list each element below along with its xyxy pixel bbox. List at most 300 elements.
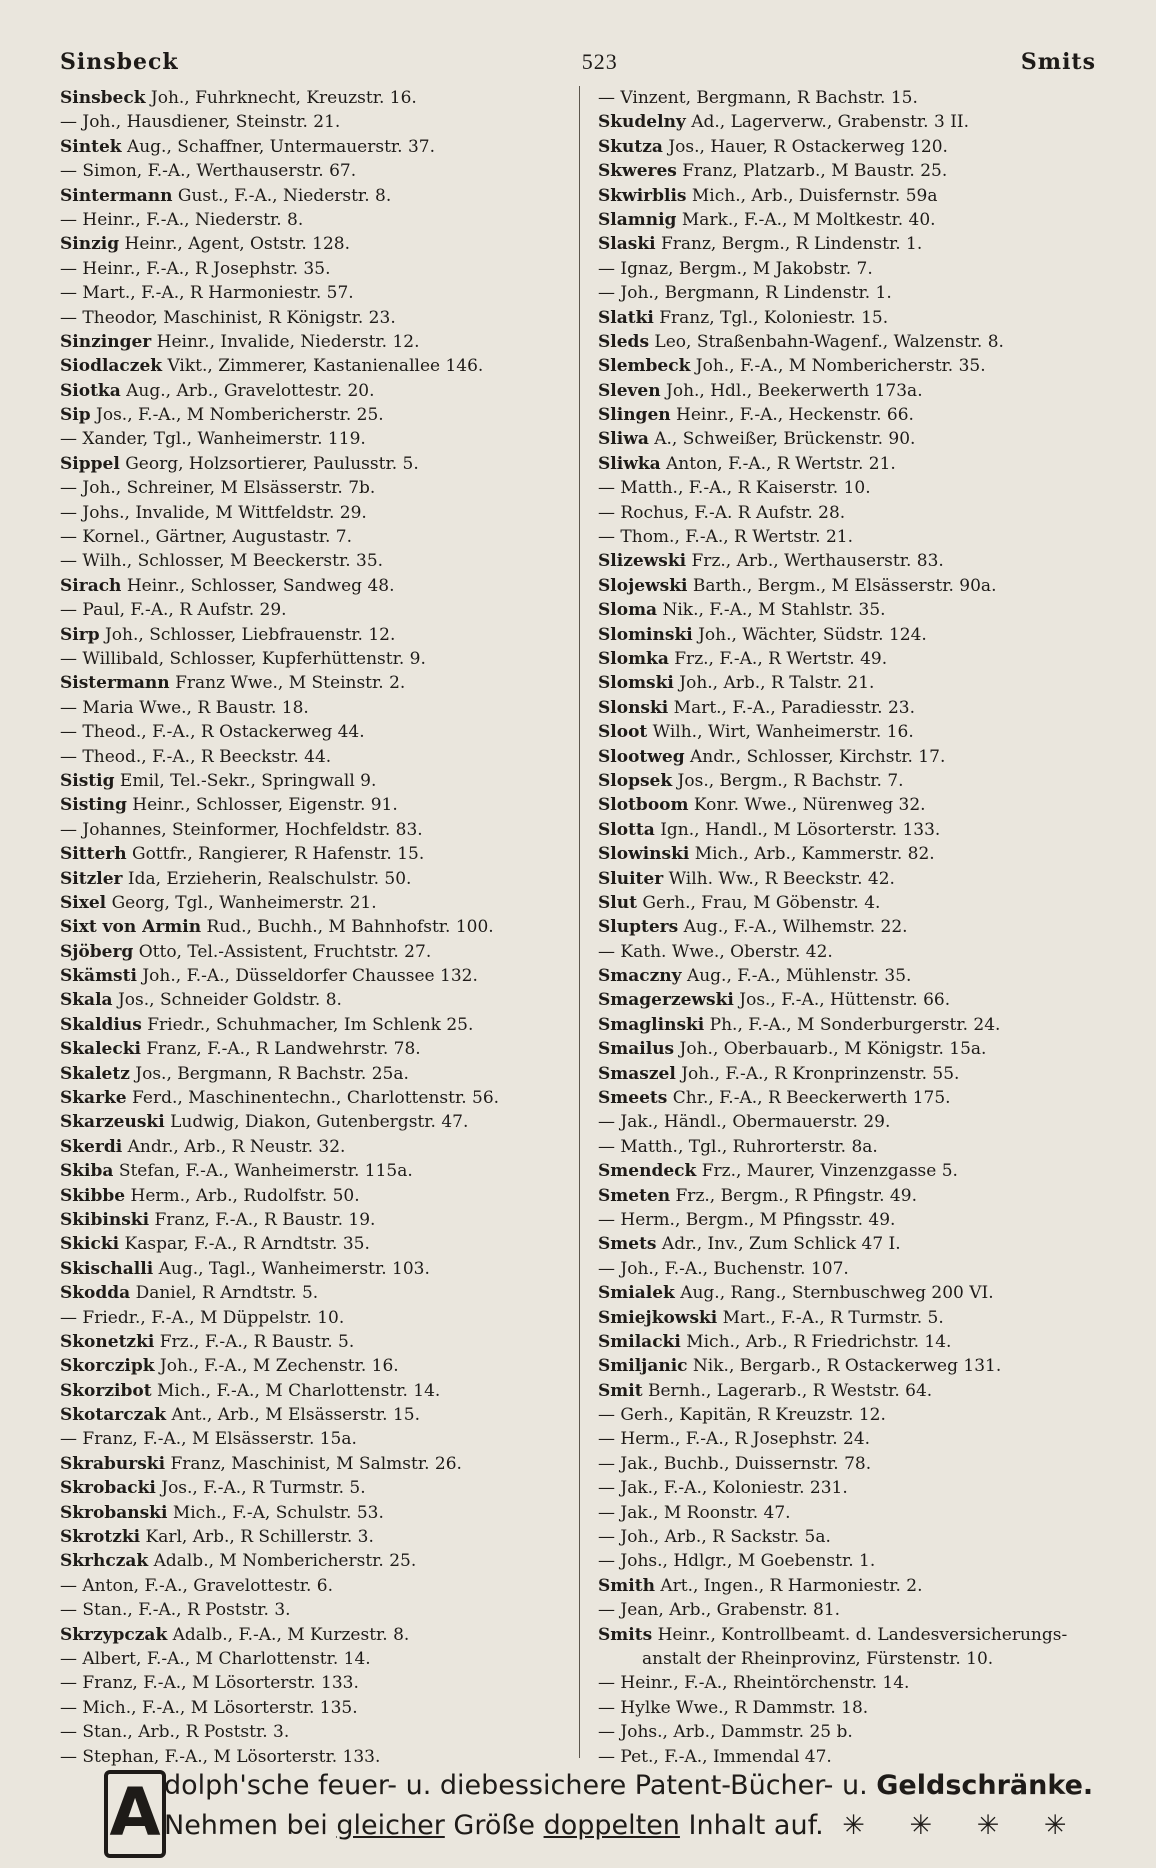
entry-surname: Slotta (598, 819, 655, 840)
entry-surname: — Xander, (60, 429, 149, 450)
entry-surname: — Mich., (60, 1697, 137, 1718)
directory-entry (60, 671, 575, 695)
entry-surname: — Pet., (598, 1746, 659, 1767)
entry-surname: Sitterh (60, 844, 127, 865)
ad-line-1-emphasis: Geldschränke. (876, 1770, 1094, 1801)
directory-entry (60, 1208, 575, 1232)
entry-surname: — Joh., (598, 1527, 660, 1548)
directory-entry (598, 1013, 1113, 1037)
entry-surname: — Jak., (598, 1453, 659, 1474)
entry-surname: Skischalli (60, 1258, 154, 1279)
directory-entry (598, 1281, 1113, 1305)
entry-details: Jos., Bergmann, R Bachstr. 25a. (135, 1063, 409, 1084)
entry-details: Vikt., Zimmerer, Kastanienallee 146. (167, 356, 484, 377)
directory-entry (598, 1452, 1113, 1476)
entry-details: Wwe., R Baustr. 18. (139, 697, 309, 718)
entry-details: F.-A., Niederstr. 8. (146, 209, 304, 230)
directory-entry (598, 940, 1113, 964)
entry-surname: Slootweg (598, 746, 685, 767)
entry-surname: Sloot (598, 722, 648, 743)
entry-details: F.-A., M Lösorterstr. 133. (143, 1673, 359, 1694)
entry-surname: Sintek (60, 136, 122, 157)
entry-surname: Skrotzki (60, 1527, 141, 1548)
directory-entry (598, 1720, 1113, 1744)
right-column (598, 86, 1113, 1769)
entry-details: F.-A., M Lösorterstr. 133. (164, 1746, 381, 1767)
directory-entry (598, 769, 1113, 793)
entry-surname: Skrzypczak (60, 1624, 168, 1645)
directory-entry (598, 891, 1113, 915)
entry-details: Andr., Schlosser, Kirchstr. 17. (690, 746, 946, 767)
directory-entry (60, 647, 575, 671)
entry-surname: Skrhczak (60, 1551, 149, 1572)
entry-surname: Skerdi (60, 1136, 123, 1157)
entry-details: Anton, F.-A., R Wertstr. 21. (666, 453, 896, 474)
directory-entry (598, 1525, 1113, 1549)
directory-entry (60, 1696, 575, 1720)
directory-entry (598, 281, 1113, 305)
ad-stars: ✳ ✳ ✳ ✳ (842, 1810, 1085, 1841)
directory-entry (60, 306, 575, 330)
entry-surname: — Jak., (598, 1502, 659, 1523)
directory-entry (60, 1330, 575, 1354)
directory-entry (60, 574, 575, 598)
entry-details: Emil, Tel.-Sekr., Springwall 9. (119, 770, 377, 791)
entry-surname: Skibinski (60, 1209, 150, 1230)
entry-surname: — Albert, (60, 1649, 142, 1669)
directory-entry (598, 745, 1113, 769)
directory-entry (60, 769, 575, 793)
directory-entry (60, 1647, 575, 1671)
entry-surname: Smendeck (598, 1161, 697, 1182)
entry-details: Chr., F.-A., R Beeckerwerth 175. (672, 1088, 951, 1109)
entry-details: Franz, Maschinist, M Salmstr. 26. (170, 1453, 462, 1474)
directory-entry (60, 1184, 575, 1208)
directory-entry (598, 1062, 1113, 1086)
entry-surname: Skaletz (60, 1063, 130, 1084)
entry-details: Joh., F.-A., R Kronprinzenstr. 55. (681, 1063, 960, 1084)
entry-details: Joh., Hdl., Beekerwerth 173a. (666, 380, 923, 401)
entry-details: Jos., Bergm., R Bachstr. 7. (677, 770, 904, 791)
entry-surname: Sluiter (598, 868, 664, 889)
directory-entry (598, 1135, 1113, 1159)
entry-details: Joh., Arb., R Talstr. 21. (679, 673, 875, 694)
entry-details: F.-A., Immendal 47. (664, 1746, 832, 1767)
directory-entry (598, 1159, 1113, 1183)
entry-details: Wilh. Ww., R Beeckstr. 42. (668, 868, 895, 889)
directory-entry (598, 476, 1113, 500)
directory-entry (60, 915, 575, 939)
directory-entry (598, 549, 1113, 573)
entry-surname: Skarke (60, 1088, 127, 1109)
entry-surname: Sliwka (598, 453, 661, 474)
entry-details: Frz., Bergm., R Pfingstr. 49. (675, 1185, 917, 1206)
entry-surname: Sirach (60, 575, 122, 596)
entry-surname: — Johs., (598, 1551, 668, 1572)
entry-surname: Skwirblis (598, 185, 687, 206)
entry-surname: Slatki (598, 307, 654, 328)
directory-entry (60, 988, 575, 1012)
entry-details: Franz, Tgl., Koloniestr. 15. (659, 307, 889, 328)
entry-surname: — Jak., (598, 1478, 659, 1499)
entry-details: Joh., F.-A., M Zechenstr. 16. (159, 1356, 399, 1377)
directory-entry (598, 306, 1113, 330)
entry-surname: — Theod., (60, 722, 147, 743)
directory-entry (60, 1623, 575, 1647)
entry-details: Franz, Platzarb., M Baustr. 25. (682, 161, 948, 182)
entry-surname: Smaczny (598, 966, 682, 987)
entry-surname: — Johannes, (60, 819, 167, 840)
entry-surname: — Gerh., (598, 1405, 674, 1426)
entry-details: Konr. Wwe., Nürenweg 32. (693, 795, 926, 816)
entry-surname: — Anton, (60, 1575, 140, 1596)
entry-details: Mich., Arb., R Friedrichstr. 14. (686, 1331, 952, 1352)
directory-entry (598, 1037, 1113, 1061)
entry-surname: Skutza (598, 136, 663, 157)
directory-entry (598, 1501, 1113, 1525)
entry-surname: Slaski (598, 234, 656, 255)
entry-details: F.-A., R Beeckstr. 44. (152, 746, 332, 767)
entry-surname: Smith (598, 1575, 655, 1596)
entry-details: Bergmann, R Lindenstr. 1. (664, 283, 892, 304)
entry-details: Mart., F.-A., Paradiesstr. 23. (673, 697, 915, 718)
directory-entry (60, 1232, 575, 1256)
entry-details: Jos., Schneider Goldstr. 8. (117, 990, 342, 1011)
directory-entry (60, 1549, 575, 1573)
directory-entry (60, 354, 575, 378)
entry-surname: Skibbe (60, 1185, 126, 1206)
entry-surname: Sixel (60, 892, 107, 913)
directory-entry (60, 1354, 575, 1378)
entry-details: Aug., F.-A., Wilhemstr. 22. (683, 917, 908, 938)
entry-details: F.-A., R Wertstr. 21. (685, 527, 854, 548)
entry-details: Barth., Bergm., M Elsässerstr. 90a. (692, 575, 997, 596)
entry-surname: Sjöberg (60, 941, 134, 962)
directory-entry (598, 915, 1113, 939)
entry-surname: — Franz, (60, 1429, 138, 1450)
directory-entry (598, 988, 1113, 1012)
directory-entry (60, 867, 575, 891)
directory-entry (598, 793, 1113, 817)
entry-surname: Slonski (598, 697, 669, 718)
entry-details: F.-A., Koloniestr. 231. (663, 1478, 848, 1499)
entry-details: Stefan, F.-A., Wanheimerstr. 115a. (118, 1161, 413, 1182)
entry-details: Steinformer, Hochfeldstr. 83. (172, 819, 423, 840)
entry-details: Ferd., Maschinentechn., Charlottenstr. 56. (132, 1088, 500, 1109)
entry-details: Kapitän, R Kreuzstr. 12. (679, 1405, 886, 1426)
directory-entry (60, 940, 575, 964)
entry-details: Aug., Schaffner, Untermauerstr. 37. (126, 136, 436, 157)
entry-details: Franz, F.-A., R Baustr. 19. (154, 1209, 376, 1230)
entry-surname: — Mart., (60, 283, 136, 304)
entry-details: Arb., Grabenstr. 81. (669, 1600, 841, 1621)
entry-surname: Smagerzewski (598, 990, 734, 1011)
entry-surname: Sleven (598, 380, 661, 401)
entry-surname: — Kath. (598, 941, 667, 962)
directory-entry (60, 1379, 575, 1403)
entry-surname: Sliwa (598, 429, 649, 450)
directory-entry (598, 1184, 1113, 1208)
entry-surname: — Joh., (60, 112, 122, 133)
column-divider (579, 86, 580, 1758)
entry-surname: — Matth., (598, 1136, 684, 1157)
entry-details: Joh., Oberbauarb., M Königstr. 15a. (679, 1039, 987, 1060)
ad-line-2 (164, 1810, 1085, 1841)
entry-surname: Skrobacki (60, 1478, 156, 1499)
entry-surname: Skala (60, 990, 113, 1011)
directory-entry (598, 1549, 1113, 1573)
entry-details: Ph., F.-A., M Sonderburgerstr. 24. (709, 1014, 1001, 1035)
entry-details: Mich., Arb., Duisfernstr. 59a (691, 185, 938, 206)
entry-details: Joh., Schlosser, Liebfrauenstr. 12. (104, 624, 396, 645)
entry-details: F.-A., Buchenstr. 107. (664, 1258, 849, 1279)
entry-details: Gärtner, Augustastr. 7. (155, 527, 353, 548)
entry-details: Wwe., R Dammstr. 18. (676, 1697, 869, 1718)
directory-entry (598, 1208, 1113, 1232)
entry-surname: — Heinr., (598, 1673, 679, 1694)
entry-details: Kaspar, F.-A., R Arndtstr. 35. (124, 1234, 370, 1255)
entry-surname: — Theod., (60, 746, 147, 767)
directory-entry (60, 1086, 575, 1110)
entry-details: Jos., Hauer, R Ostackerweg 120. (668, 136, 948, 157)
entry-surname: — Maria (60, 697, 134, 718)
entry-details: Heinr., Kontrollbeamt. d. Landesversicherungs- (657, 1624, 1068, 1645)
ad-line-2-c: Größe (453, 1810, 535, 1841)
entry-details: Heinr., Schlosser, Sandweg 48. (126, 575, 395, 596)
directory-entry (598, 110, 1113, 134)
entry-details: Frz., Maurer, Vinzenzgasse 5. (701, 1161, 958, 1182)
directory-entry (60, 257, 575, 281)
entry-details: F.-A., M Elsässerstr. 15a. (143, 1429, 357, 1450)
directory-entry (60, 403, 575, 427)
entry-details: Schlosser, Kupferhüttenstr. 9. (169, 648, 426, 669)
entry-details: Franz Wwe., M Steinstr. 2. (175, 673, 406, 694)
entry-details: Arb., R Poststr. 3. (138, 1722, 290, 1743)
entry-surname: Siotka (60, 380, 121, 401)
entry-surname: Slingen (598, 405, 671, 426)
entry-details: Joh., Fuhrknecht, Kreuzstr. 16. (150, 88, 417, 108)
entry-surname: Smiejkowski (598, 1307, 718, 1328)
directory-entry (60, 232, 575, 256)
entry-surname: Skiba (60, 1161, 114, 1182)
entry-details: F.-A., R Poststr. 3. (138, 1600, 291, 1621)
directory-entry (598, 452, 1113, 476)
directory-entry (60, 1135, 575, 1159)
directory-entry (60, 1574, 575, 1598)
entry-surname: — Thom., (598, 527, 680, 548)
entry-surname: Sippel (60, 453, 120, 474)
directory-entry (598, 1086, 1113, 1110)
directory-entry (598, 403, 1113, 427)
entry-surname: — Stan., (60, 1722, 133, 1743)
directory-entry (598, 232, 1113, 256)
entry-surname: Skrobanski (60, 1502, 168, 1523)
directory-entry (60, 598, 575, 622)
header-right-keyword: Smits (1020, 49, 1096, 75)
directory-entry (598, 159, 1113, 183)
entry-surname: — Herm., (598, 1209, 681, 1230)
directory-entry (598, 671, 1113, 695)
entry-surname: Slembeck (598, 356, 691, 377)
directory-entry (60, 427, 575, 451)
entry-surname: Skorzibot (60, 1380, 152, 1401)
entry-surname: — Joh., (598, 1258, 660, 1279)
entry-details: F.-A., R Ostackerweg 44. (152, 722, 365, 743)
directory-entry (60, 549, 575, 573)
directory-entry (60, 184, 575, 208)
entry-details: Adalb., M Nombericherstr. 25. (153, 1551, 417, 1572)
entry-surname: Smaszel (598, 1063, 676, 1084)
entry-surname: — Vinzent, (598, 88, 691, 108)
entry-details: Leo, Straßenbahn-Wagenf., Walzenstr. 8. (654, 331, 1004, 352)
directory-entry (60, 696, 575, 720)
entry-details: Invalide, M Wittfeldstr. 29. (135, 502, 367, 523)
entry-details: Aug., F.-A., Mühlenstr. 35. (686, 966, 912, 987)
entry-surname: Skodda (60, 1283, 131, 1304)
ad-initial-letter: A (104, 1770, 166, 1858)
entry-surname: — Jean, (598, 1600, 664, 1621)
entry-details: Jos., F.-A., Hüttenstr. 66. (739, 990, 951, 1011)
entry-details: Bernh., Lagerarb., R Weststr. 64. (647, 1380, 933, 1401)
entry-surname: Sinzinger (60, 331, 152, 352)
entry-surname: Skarzeuski (60, 1112, 165, 1133)
entry-details: F.-A., M Düppelstr. 10. (151, 1307, 345, 1328)
directory-entry (598, 184, 1113, 208)
directory-entry (60, 1013, 575, 1037)
entry-surname: — Wilh., (60, 551, 133, 572)
entry-surname: Smets (598, 1234, 657, 1255)
directory-entry (598, 818, 1113, 842)
entry-surname: — Joh., (598, 283, 660, 304)
entry-surname: — Hylke (598, 1697, 671, 1718)
entry-details: Heinr., F.-A., Heckenstr. 66. (676, 405, 914, 426)
entry-details: Aug., Rang., Sternbuschweg 200 VI. (680, 1283, 994, 1304)
entry-details: A., Schweißer, Brückenstr. 90. (654, 429, 916, 450)
entry-surname: — Johs., (598, 1722, 668, 1743)
directory-entry (60, 818, 575, 842)
directory-entry (60, 1037, 575, 1061)
entry-surname: — Ignaz, (598, 258, 674, 279)
entry-surname: — Paul, (60, 600, 126, 621)
directory-entry (598, 1598, 1113, 1622)
entry-surname: — Willibald, (60, 648, 165, 669)
entry-details: F.-A., R Josephstr. 35. (146, 258, 331, 279)
entry-surname: Slominski (598, 624, 693, 645)
entry-details: Arb., Dammstr. 25 b. (673, 1722, 853, 1743)
directory-entry (60, 1501, 575, 1525)
entry-surname: Slut (598, 892, 637, 913)
entry-surname: Smialek (598, 1283, 675, 1304)
entry-surname: Slomski (598, 673, 674, 694)
directory-entry (60, 159, 575, 183)
directory-entry (598, 623, 1113, 647)
entry-surname: Sip (60, 405, 91, 426)
directory-entry (598, 647, 1113, 671)
directory-entry (60, 1720, 575, 1744)
directory-entry (60, 793, 575, 817)
entry-details: Gust., F.-A., Niederstr. 8. (177, 185, 392, 206)
entry-details: Frz., Arb., Werthauserstr. 83. (691, 551, 944, 572)
entry-surname: Smaglinski (598, 1014, 705, 1035)
entry-details: Wwe., Oberstr. 42. (671, 941, 833, 962)
entry-details: Aug., Tagl., Wanheimerstr. 103. (158, 1258, 430, 1279)
entry-details: Maschinist, R Königstr. 23. (163, 307, 396, 328)
entry-details: Bergm., M Pfingsstr. 49. (685, 1209, 896, 1230)
entry-surname: Smits (598, 1624, 653, 1645)
entry-details: Heinr., Schlosser, Eigenstr. 91. (132, 795, 398, 816)
directory-entry (60, 452, 575, 476)
entry-details: Ign., Handl., M Lösorterstr. 133. (660, 819, 941, 840)
entry-details: F.-A., R Harmoniestr. 57. (141, 283, 354, 304)
header-left-keyword: Sinsbeck (60, 49, 179, 75)
entry-details: Ludwig, Diakon, Gutenbergstr. 47. (170, 1112, 469, 1133)
entry-details: Arb., R Sackstr. 5a. (664, 1527, 831, 1548)
directory-entry (60, 135, 575, 159)
page-number: 523 (581, 49, 618, 74)
entry-surname: Skotarczak (60, 1405, 167, 1426)
directory-entry (60, 281, 575, 305)
entry-details: Bergmann, R Bachstr. 15. (696, 88, 918, 108)
directory-entry (598, 525, 1113, 549)
entry-details: Karl, Arb., R Schillerstr. 3. (145, 1527, 374, 1548)
entry-details: Adalb., F.-A., M Kurzestr. 8. (172, 1624, 410, 1645)
directory-entry (598, 1623, 1113, 1647)
directory-entry (598, 208, 1113, 232)
entry-surname: — Friedr., (60, 1307, 146, 1328)
entry-surname: — Herm., (598, 1429, 681, 1450)
directory-entry (60, 330, 575, 354)
directory-entry (598, 1330, 1113, 1354)
directory-entry (60, 745, 575, 769)
directory-entry (598, 1306, 1113, 1330)
entry-details: Wilh., Wirt, Wanheimerstr. 16. (652, 722, 914, 743)
directory-entry (598, 1427, 1113, 1451)
entry-details: Frz., F.-A., R Baustr. 5. (159, 1331, 355, 1352)
directory-entry (598, 1476, 1113, 1500)
directory-entry (60, 964, 575, 988)
directory-entry (598, 1257, 1113, 1281)
entry-surname: Slizewski (598, 551, 687, 572)
entry-surname: Sirp (60, 624, 100, 645)
directory-entry (598, 1379, 1113, 1403)
entry-surname: — Simon, (60, 161, 143, 182)
directory-entry (598, 354, 1113, 378)
directory-entry (60, 86, 575, 110)
directory-entry (60, 1403, 575, 1427)
entry-details: Tgl., Ruhrorterstr. 8a. (688, 1136, 878, 1157)
entry-details: Franz, F.-A., R Landwehrstr. 78. (146, 1039, 421, 1060)
directory-entry (598, 379, 1113, 403)
entry-surname: Sinsbeck (60, 88, 146, 108)
directory-entry (60, 1306, 575, 1330)
entry-surname: Sixt von Armin (60, 917, 202, 938)
ad-line-2-d: doppelten (543, 1810, 680, 1841)
directory-entry (598, 1110, 1113, 1134)
entry-surname: — Stephan, (60, 1746, 160, 1767)
directory-entry (60, 1257, 575, 1281)
entry-details: Georg, Tgl., Wanheimerstr. 21. (111, 892, 377, 913)
entry-details: Hdlgr., M Goebenstr. 1. (673, 1551, 876, 1572)
directory-entry (598, 257, 1113, 281)
entry-details: F.-A., Rheintörchenstr. 14. (684, 1673, 910, 1694)
entry-details: F.-A., R Kaiserstr. 10. (688, 478, 871, 499)
entry-surname: Sintermann (60, 185, 173, 206)
entry-surname: Slotboom (598, 795, 689, 816)
entry-details: Friedr., Schuhmacher, Im Schlenk 25. (147, 1014, 474, 1035)
directory-entry (598, 330, 1113, 354)
entry-details: Ad., Lagerverw., Grabenstr. 3 II. (691, 112, 970, 133)
entry-details: Ida, Erzieherin, Realschulstr. 50. (127, 868, 412, 889)
